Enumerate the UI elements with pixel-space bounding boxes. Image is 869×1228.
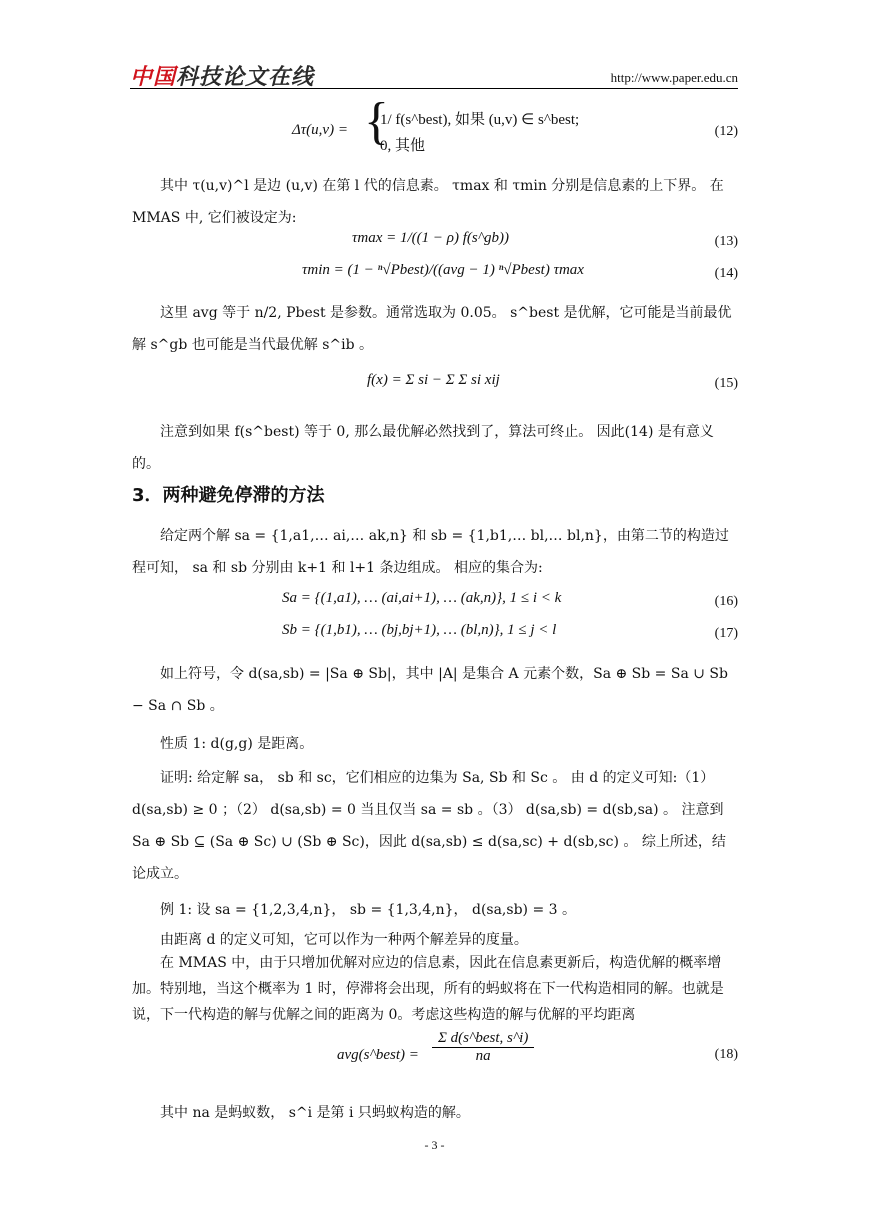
equation-18-denominator: na (475, 1048, 491, 1064)
equation-14-body: τmin = (1 − ⁿ√Pbest)/((avg − 1) ⁿ√Pbest) τmax (302, 262, 584, 278)
equation-15-body: f(x) = Σ si − Σ Σ si xij (367, 372, 500, 388)
equation-14 (132, 262, 738, 292)
paragraph-9: 由距离 d 的定义可知，它可以作为一种两个解差异的度量。 (160, 932, 528, 948)
equation-16-number: (16) (714, 594, 738, 609)
header-url: http://www.paper.edu.cn (610, 70, 738, 85)
paragraph-8: 例 1: 设 sa = {1,2,3,4,n}， sb = {1,3,4,n}， d(sa,sb) = 3 。 (160, 902, 576, 918)
equation-12-brace: { (364, 93, 389, 150)
equation-17-body: Sb = {(1,b1), … (bj,bj+1), … (bl,n)}, 1 ≤ j < l (282, 622, 557, 638)
equation-17 (132, 622, 738, 652)
equation-18 (132, 1030, 738, 1086)
equation-16 (132, 590, 738, 620)
equation-18-frac (432, 1030, 534, 1065)
paragraph-11: 其中 na 是蚂蚁数， s^i 是第 i 只蚂蚁构造的解。 (160, 1105, 470, 1121)
page-number: - 3 - (424, 1138, 445, 1152)
equation-13-number: (13) (714, 234, 738, 249)
equation-13 (132, 230, 738, 260)
paragraph-5: 如上符号，令 d(sa,sb) = |Sa ⊕ Sb|，其中 |A| 是集合 A 元素个数，Sa ⊕ Sb = Sa ∪ Sb − Sa ∩ Sb 。 (132, 666, 728, 714)
logo-red-text: 中国 (130, 65, 177, 90)
equation-12 (132, 93, 738, 156)
equation-12-number: (12) (714, 124, 738, 139)
paragraph-6: 性质 1: d(g,g) 是距离。 (160, 736, 314, 752)
equation-13-body: τmax = 1/((1 − ρ) f(s^gb)) (352, 230, 510, 246)
site-logo (130, 60, 314, 91)
equation-18-lhs: avg(s^best) = (337, 1047, 419, 1063)
equation-18-numerator: Σ d(s^best, s^i) (432, 1030, 534, 1048)
section-heading: 3．两种避免停滞的方法 (132, 485, 325, 506)
header-divider (130, 88, 738, 89)
equation-12-case1: 1/ f(s^best), 如果 (u,v) ∈ s^best; (380, 112, 580, 128)
equation-12-case2: 0, 其他 (380, 138, 426, 154)
equation-15-number: (15) (714, 376, 738, 391)
paragraph-4: 给定两个解 sa = {1,a1,… ai,… ak,n} 和 sb = {1,b1,… bl,… bl,n}，由第二节的构造过程可知， sa 和 sb 分别由 k+1 和 l+1 条边组成。 相应的集合为: (132, 528, 729, 576)
equation-16-body: Sa = {(1,a1), … (ai,ai+1), … (ak,n)}, 1 ≤ i < k (282, 590, 562, 606)
paragraph-10: 在 MMAS 中，由于只增加优解对应边的信息素，因此在信息素更新后，构造优解的概率增加。特别地，当这个概率为 1 时，停滞将会出现，所有的蚂蚁将在下一代构造相同的解。也就是说，下一代构造的解与优解之间的距离为 0。考虑这些构造的解与优解的平均距离 (132, 955, 724, 1023)
paragraph-3: 注意到如果 f(s^best) 等于 0, 那么最优解必然找到了，算法可终止。 因此(14) 是有意义的。 (132, 424, 714, 472)
paragraph-7: 证明: 给定解 sa， sb 和 sc，它们相应的边集为 Sa, Sb 和 Sc 。 由 d 的定义可知:（1） d(sa,sb) ≥ 0 ；（2） d(sa,sb) = 0 当且仅当 sa = sb 。（3） d(sa,sb) = d(sb,sa) 。 注意到 Sa ⊕ Sb ⊆ (Sa ⊕ Sc) ∪ (Sb ⊕ Sc)，因此 d(sa,sb) ≤ d(sa,sc) + d(sb,sc) 。 综上所述，结论成立。 (132, 770, 726, 882)
logo-dark-text: 科技论文在线 (176, 65, 315, 90)
equation-15 (132, 372, 738, 402)
equation-18-number: (18) (714, 1047, 738, 1062)
equation-12-lhs: Δτ(u,v) = (292, 122, 348, 138)
paragraph-2: 这里 avg 等于 n/2, Pbest 是参数。通常选取为 0.05。 s^best 是优解，它可能是当前最优解 s^gb 也可能是当代最优解 s^ib 。 (132, 305, 732, 353)
paragraph-1: 其中 τ(u,v)^l 是边 (u,v) 在第 l 代的信息素。 τmax 和 τmin 分别是信息素的上下界。 在 MMAS 中, 它们被设定为: (132, 178, 724, 226)
equation-17-number: (17) (714, 626, 738, 641)
equation-18-fraction (432, 1030, 534, 1065)
equation-14-number: (14) (714, 266, 738, 281)
